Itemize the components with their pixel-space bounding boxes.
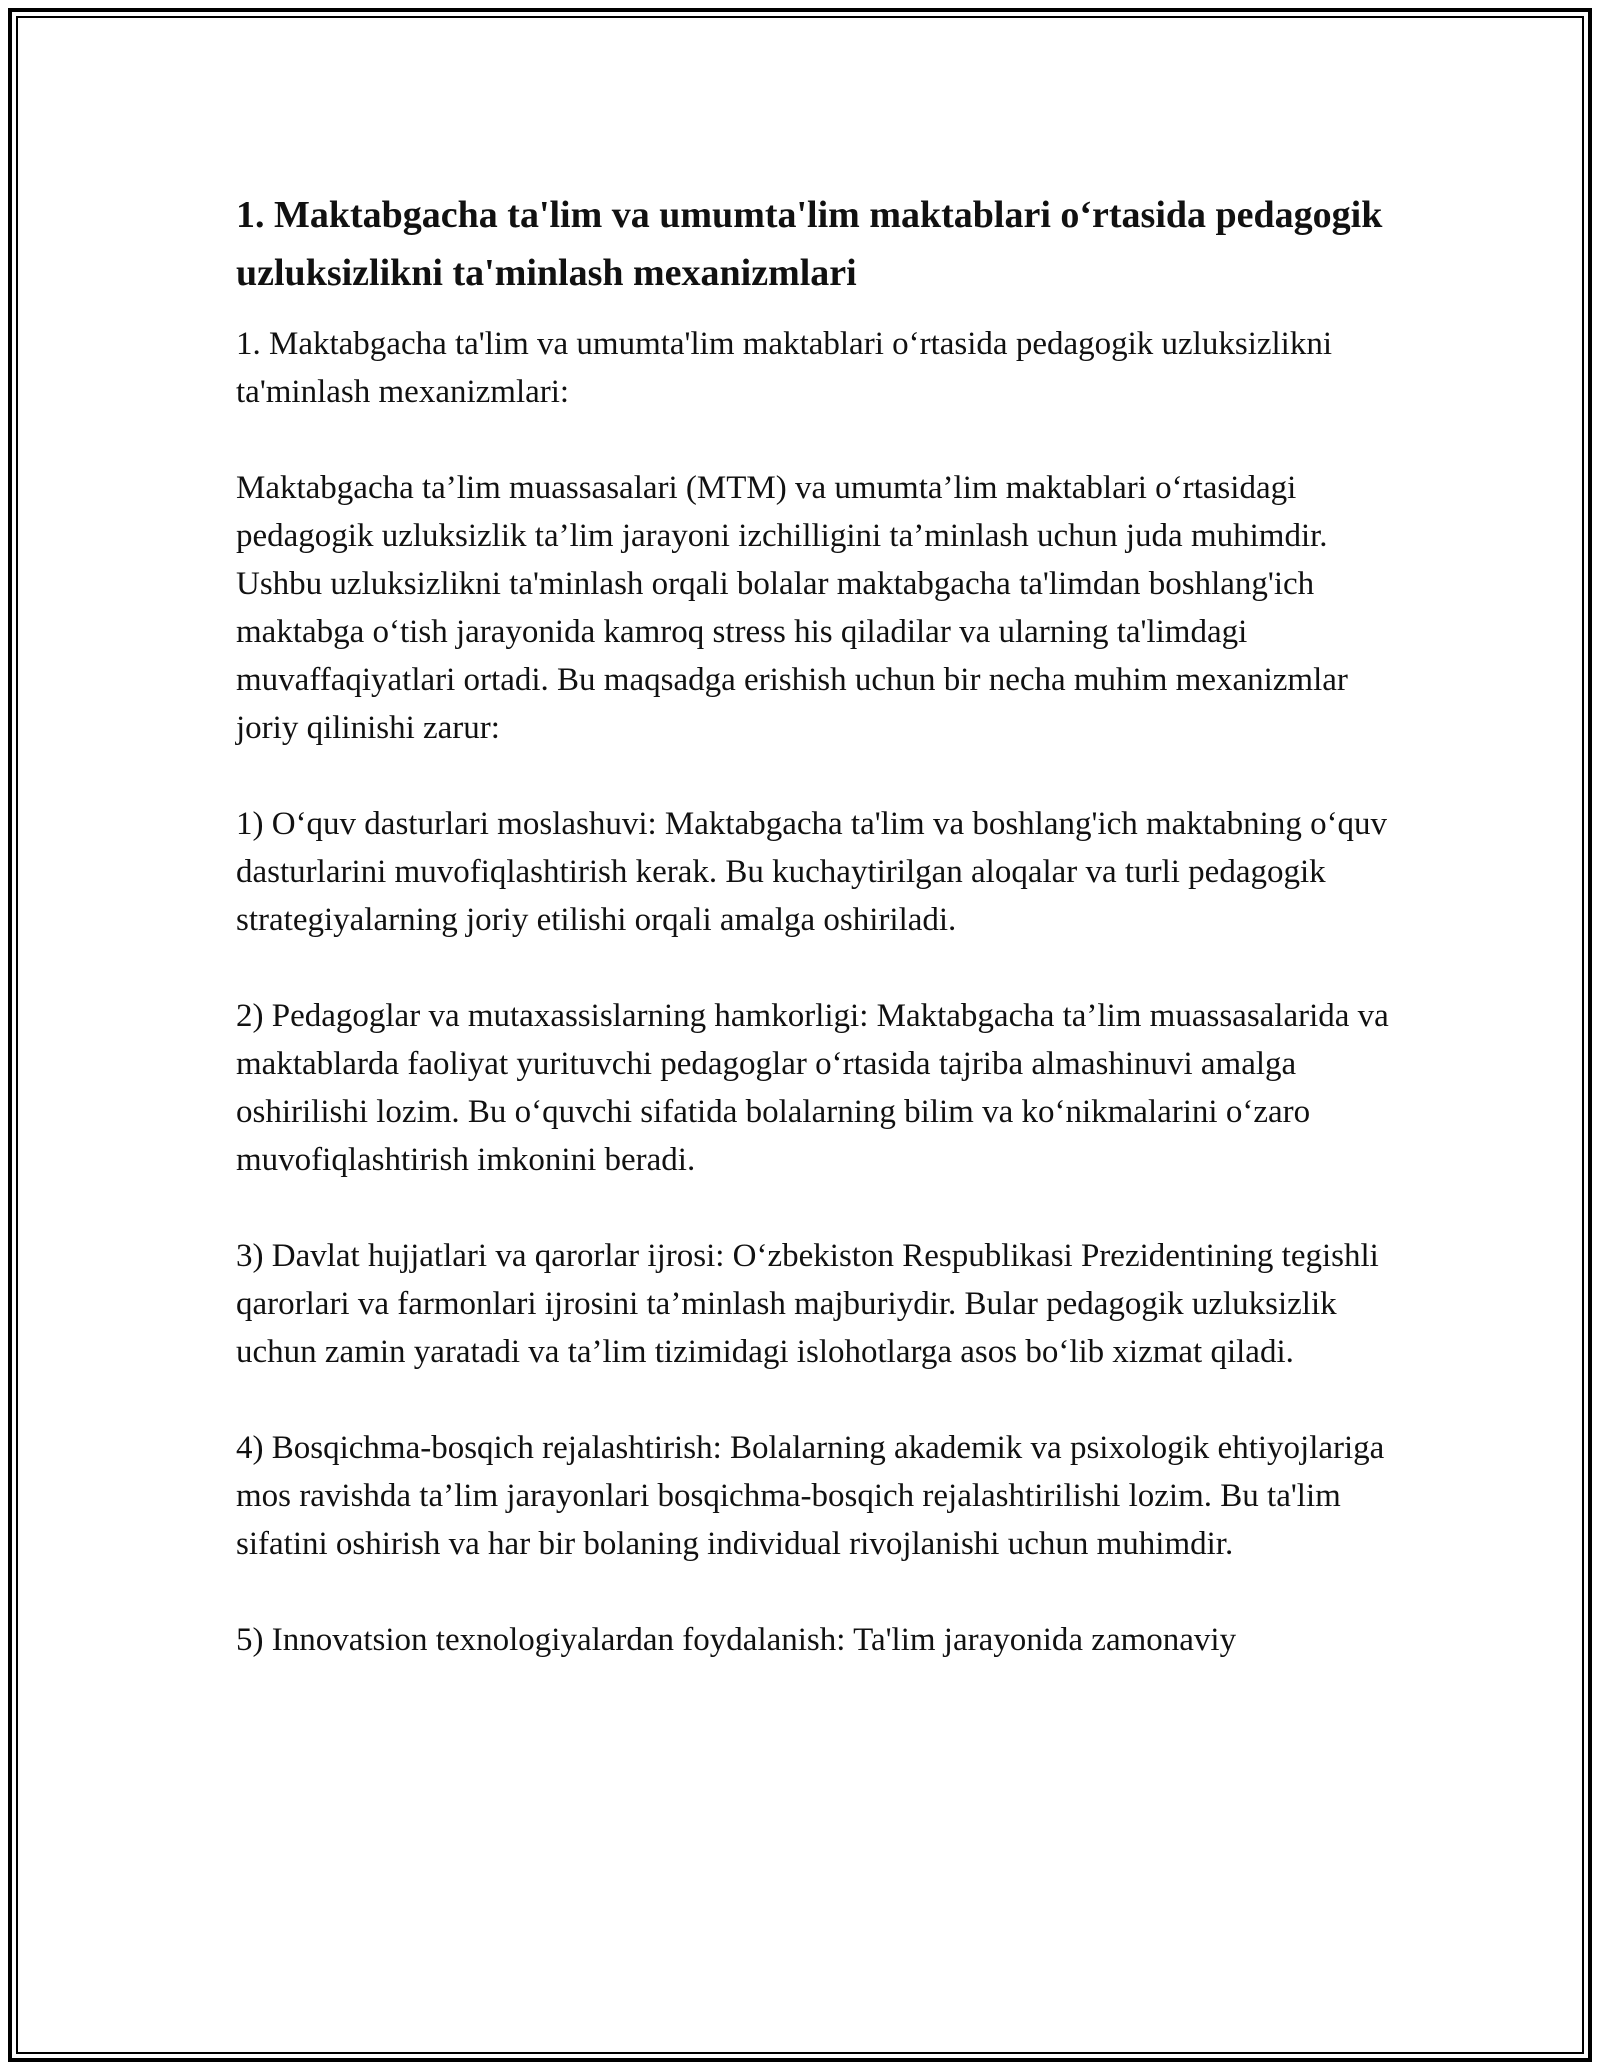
paragraph-point-4: 4) Bosqichma-bosqich rejalashtirish: Bolalarning akademik va psixologik ehtiyojlariga mos ravishda ta’lim jarayonlari bosqichma-bosqich rejalashtirilishi lozim. Bu ta'lim sifatini oshirish va har bir bolaning individual rivojlanishi uchun muhimdir. <box>236 1430 1385 1562</box>
paragraph-intro: 1. Maktabgacha ta'lim va umumta'lim maktablari oʻrtasida pedagogik uzluksizlikni ta'minlash mexanizmlari: <box>236 326 1333 410</box>
paragraph-point-1: 1) Oʻquv dasturlari moslashuvi: Maktabgacha ta'lim va boshlang'ich maktabning oʻquv dasturlarini muvofiqlashtirish kerak. Bu kuchaytirilgan aloqalar va turli pedagogik strategiyalarning joriy etilishi orqali amalga oshiriladi. <box>236 806 1388 938</box>
paragraph-point-2: 2) Pedagoglar va mutaxassislarning hamkorligi: Maktabgacha ta’lim muassasalarida va maktablarda faoliyat yurituvchi pedagoglar oʻrtasida tajriba almashinuvi amalga oshirilishi lozim. Bu oʻquvchi sifatida bolalarning bilim va koʻnikmalarini oʻzaro muvofiqlashtirish imkonini beradi. <box>236 998 1389 1178</box>
paragraph-point-5: 5) Innovatsion texnologiyalardan foydalanish: Ta'lim jarayonida zamonaviy <box>236 1622 1237 1658</box>
document-heading: 1. Maktabgacha ta'lim va umumta'lim maktablari oʻrtasida pedagogik uzluksizlikni ta'minlash mexanizmlari <box>236 194 1383 294</box>
document-content <box>236 186 1396 1664</box>
paragraph-point-3: 3) Davlat hujjatlari va qarorlar ijrosi: Oʻzbekiston Respublikasi Prezidentining tegishli qarorlari va farmonlari ijrosini ta’minlash majburiydir. Bular pedagogik uzluksizlik uchun zamin yaratadi va ta’lim tizimidagi islohotlarga asos boʻlib xizmat qiladi. <box>236 1238 1379 1370</box>
paragraph-overview: Maktabgacha ta’lim muassasalari (MTM) va umumta’lim maktablari oʻrtasidagi pedagogik uzluksizlik ta’lim jarayoni izchilligini ta’minlash uchun juda muhimdir. Ushbu uzluksizlikni ta'minlash orqali bolalar maktabgacha ta'limdan boshlang'ich maktabga oʻtish jarayonida kamroq stress his qiladilar va ularning ta'limdagi muvaffaqiyatlari ortadi. Bu maqsadga erishish uchun bir necha muhim mexanizmlar joriy qilinishi zarur: <box>236 470 1348 746</box>
document-body <box>236 320 1396 1664</box>
